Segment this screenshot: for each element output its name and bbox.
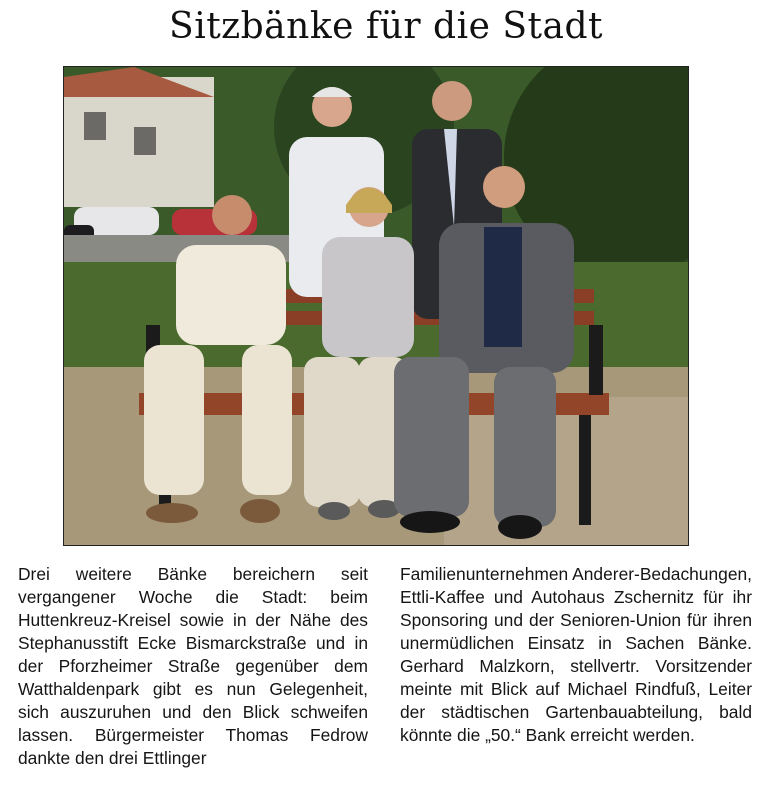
article-photo xyxy=(63,66,689,546)
article-headline: Sitzbänke für die Stadt xyxy=(169,6,603,47)
article-body-left-column: Drei weitere Bänke bereichern seit vergangener Woche die Stadt: beim Huttenkreuz-Kreisel sowie in der Nähe des Stephanusstift Ecke Bismarckstraße und in der Pforzheimer Straße gegenüber dem Watthaldenpark gibt es nun Gelegenheit, sich auszuruhen und den Blick schweifen lassen. Bürgermeister Thomas Fedrow dankte den drei Ettlinger xyxy=(18,564,368,768)
article-body-right-column: Familienunternehmen Anderer-Bedachungen, Ettli-Kaffee und Autohaus Zschernitz für ihr Sponsoring und der Senioren-Union für ihren unermüdlichen Einsatz in Sachen Bänke. Gerhard Malzkorn, stellvertr. Vorsitzender meinte mit Blick auf Michael Rindfuß, Leiter der städtischen Gartenbauabteilung, bald könnte die „50.“ Bank erreicht werden. xyxy=(400,564,752,745)
